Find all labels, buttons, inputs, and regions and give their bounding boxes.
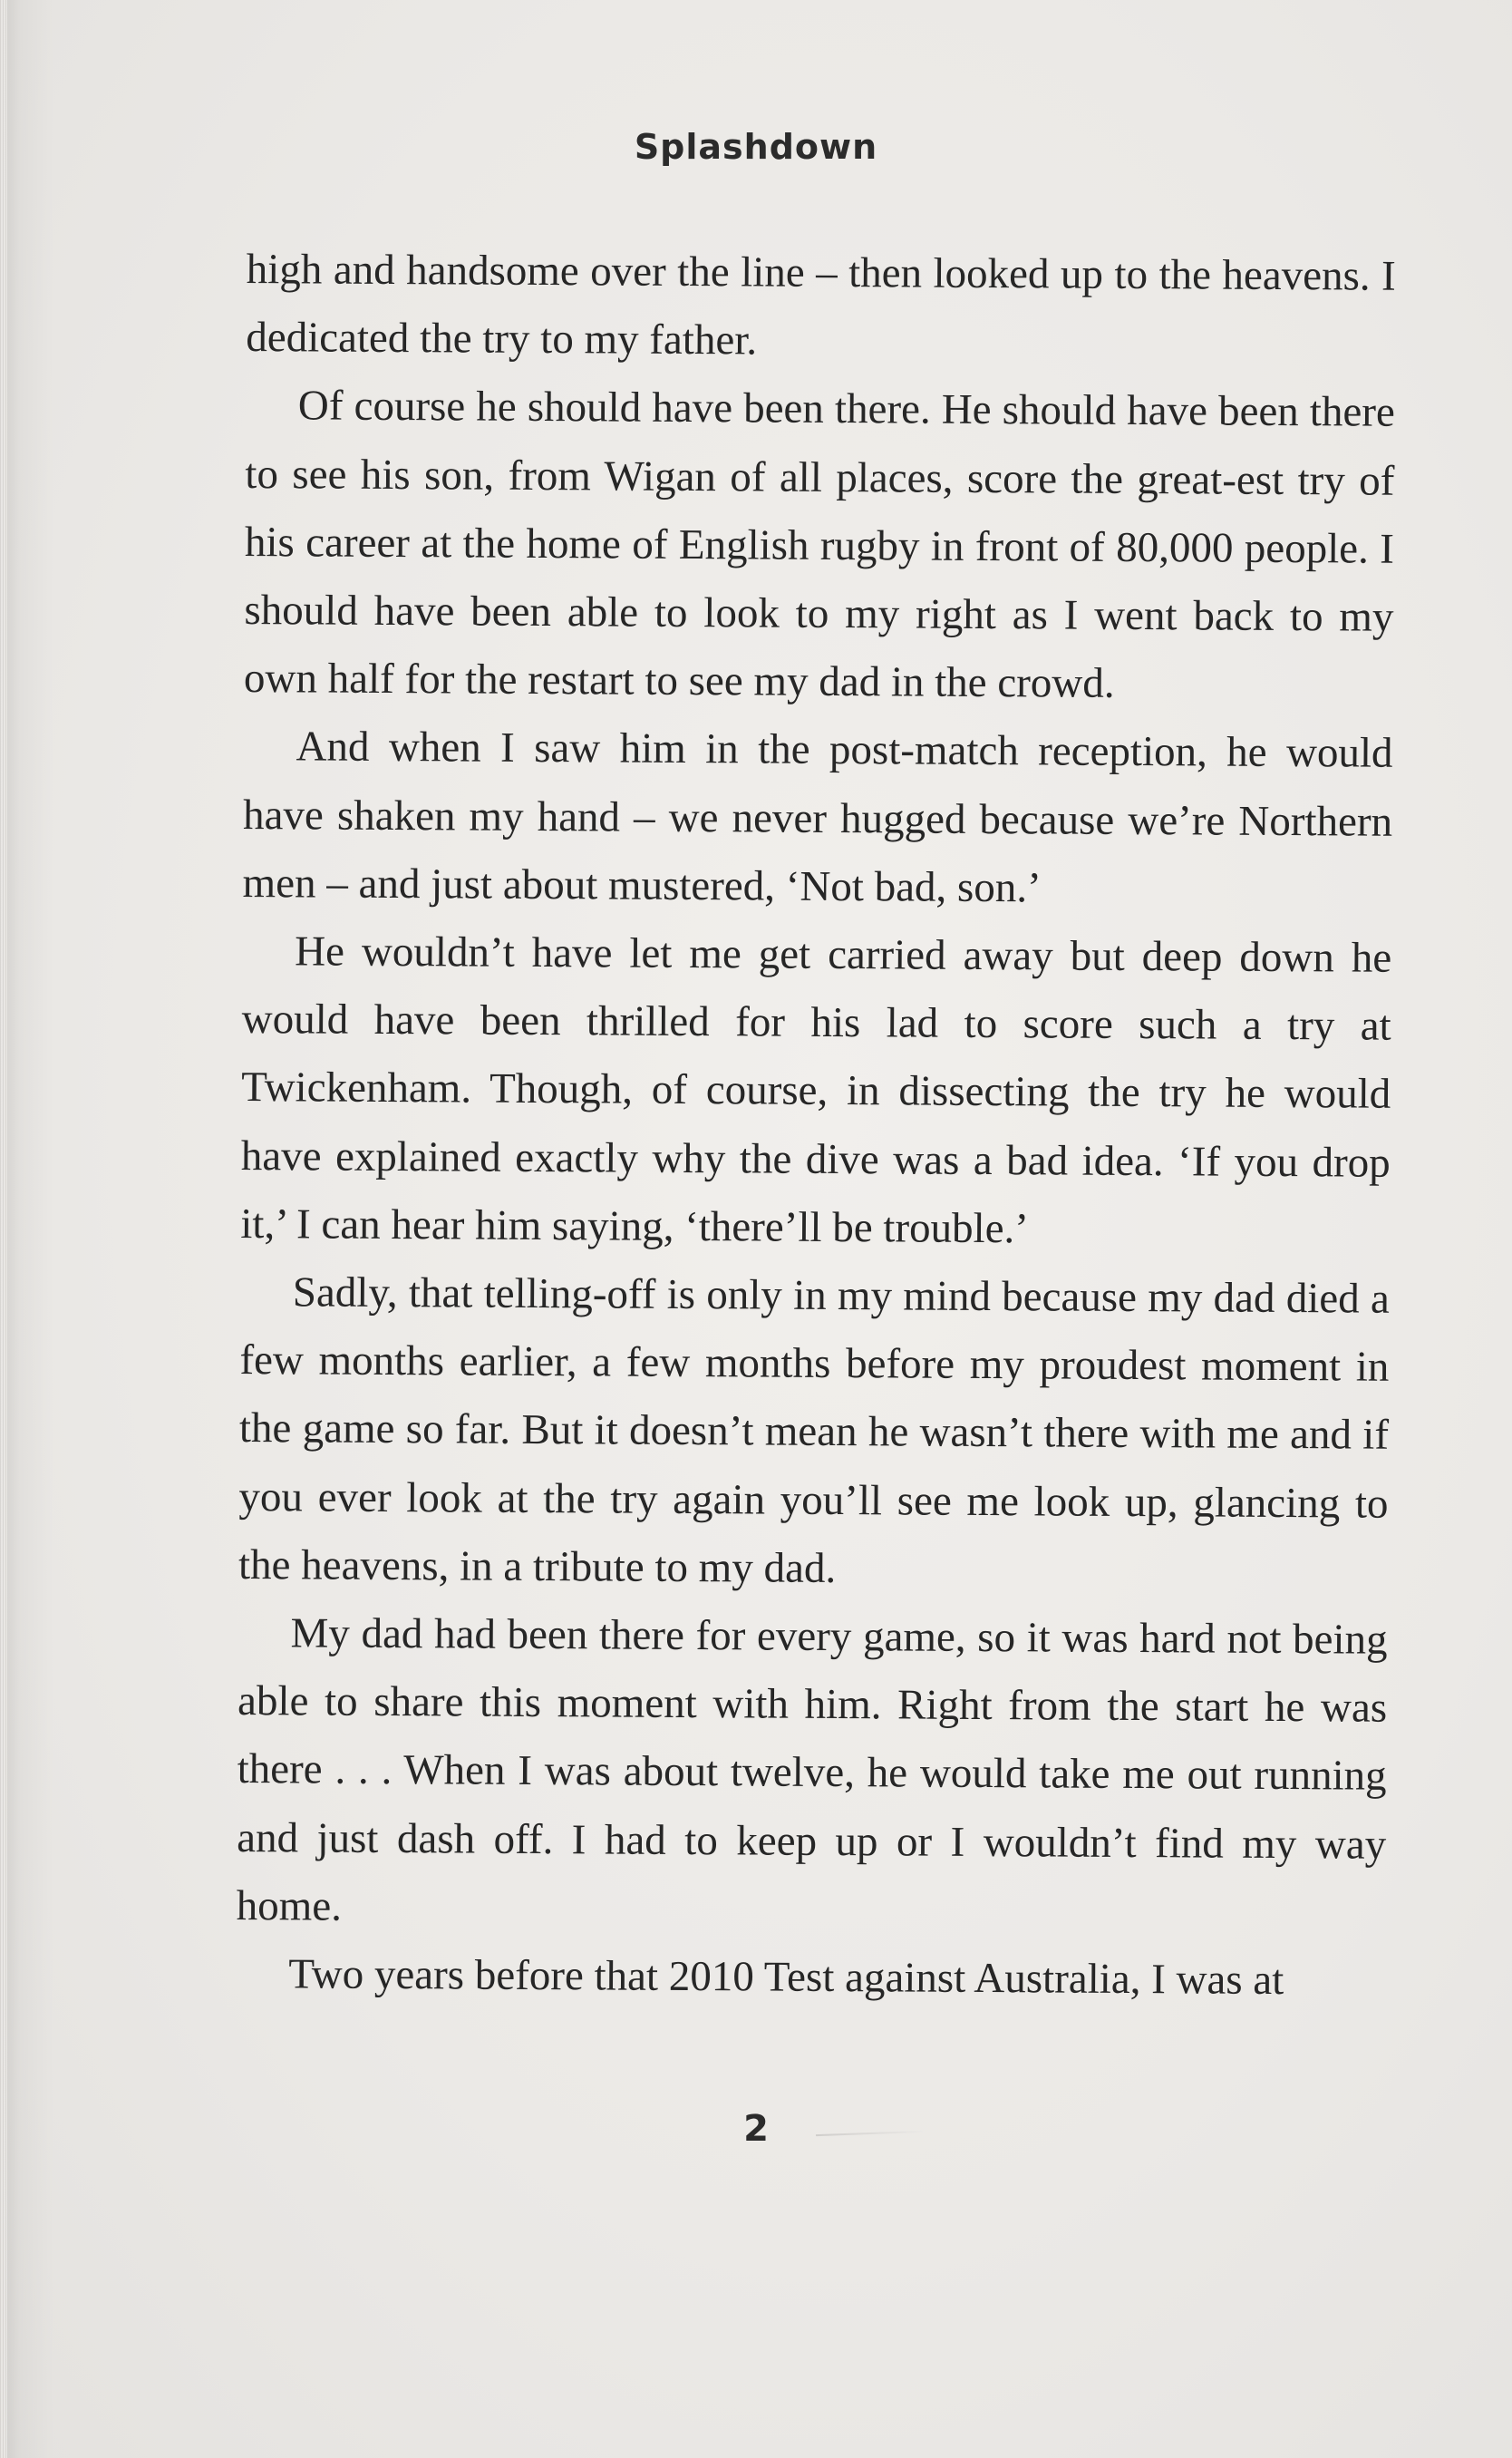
paragraph-7: Two years before that 2010 Test against Australia, I was at [288,1950,1284,2005]
running-head: Splashdown [634,127,878,167]
body-text [236,236,1396,2016]
paragraph-5: Sadly, that telling-off is only in my mind because my dad died a few months earlier, a few months before my proudest moment in the game so far. But it doesn’t mean he wasn’t there with me and if you ever look at the try again you’ll see me look up, glancing to the heavens, in a tribute to my dad. [237,1268,1391,1592]
page-number: 2 [743,2108,769,2150]
paragraph-1: high and handsome over the line – then looked up to the heavens. I dedicated the try to my father. [246,245,1396,364]
paragraph-4: He wouldn’t have let me get carried away but deep down he would have been thrilled for his lad to score such a try at Twickenham. Though, of course, in dissecting the try he would have explained exactly why the dive was a bad idea. ‘If you drop it,’ I can hear him saying, ‘there’ll be trouble.’ [240,928,1392,1253]
paragraph-6: My dad had been there for every game, so it was hard not being able to share this moment with him. Right from the start he was there . . . When I was about twelve, he would take me out running and just dash off. I had to keep up or I wouldn’t find my way home. [236,1609,1388,1930]
paragraph-2: Of course he should have been there. He should have been there to see his son, from Wigan of all places, score the great-est try of his career at the home of English rugby in front of 80,000 people. I should have been able to look to my right as I went back to my own half for the restart to see my dad in the crowd. [243,382,1395,708]
paragraph-3: And when I saw him in the post-match reception, he would have shaken my hand – we never hugged because we’re Northern men – and just about mustered, ‘Not bad, son.’ [242,723,1393,912]
page-edge-shadow [0,0,7,2458]
